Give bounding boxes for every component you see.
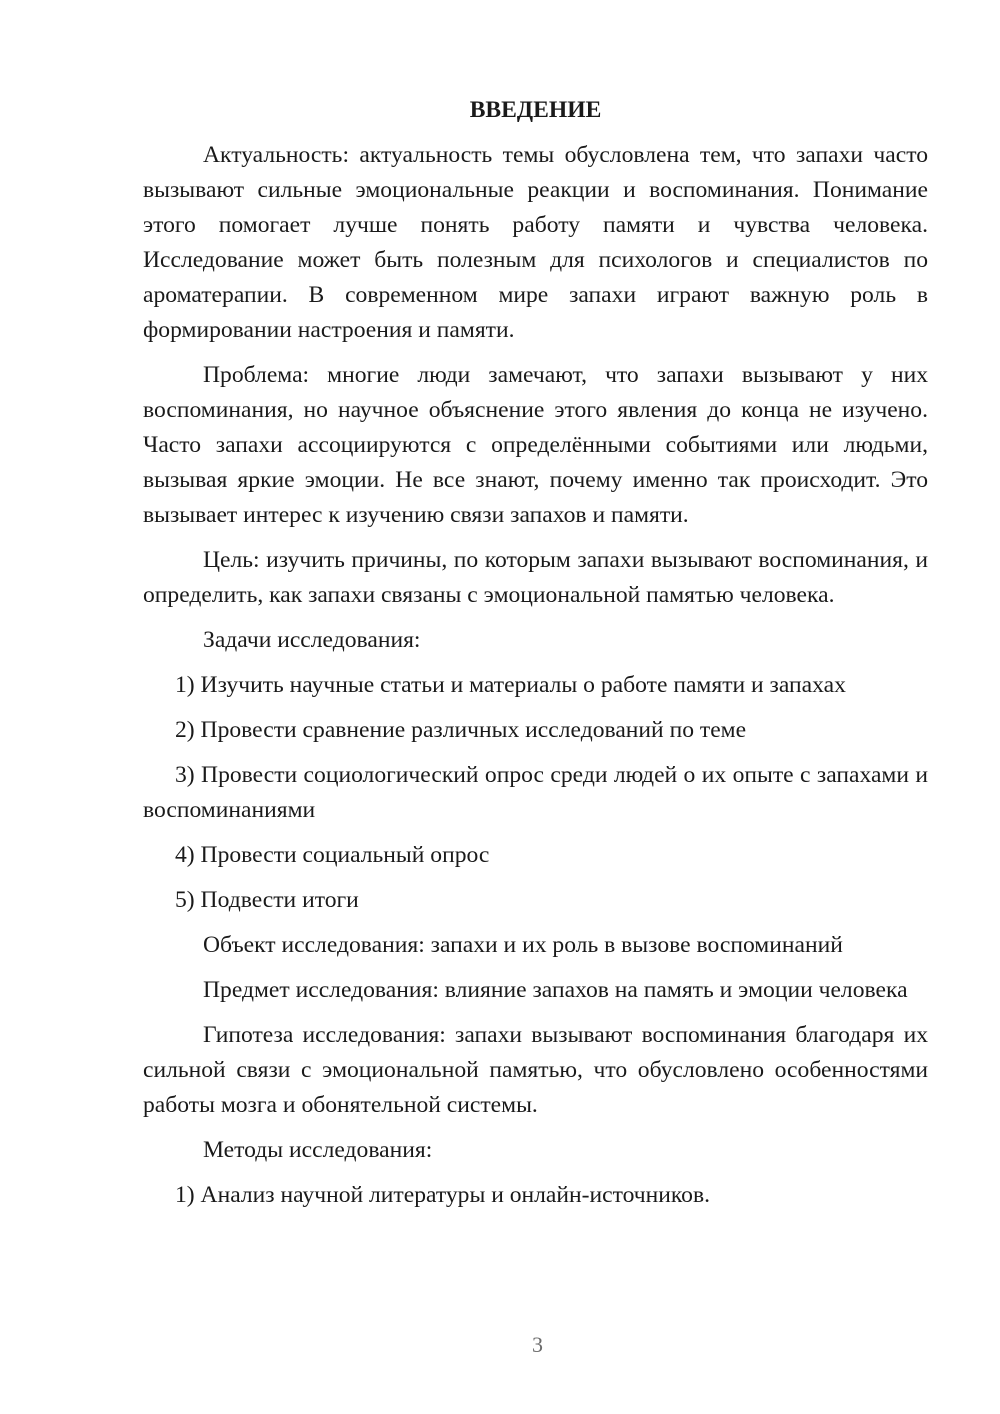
task-item-1: 1) Изучить научные статьи и материалы о работе памяти и запахах (175, 672, 846, 698)
relevance-paragraph: Актуальность: актуальность темы обусловлена тем, что запахи часто вызывают сильные эмоциональные реакции и воспоминания. Понимание этого помогает лучше понять работу памяти и чувства человека. Исследование может быть полезным для психологов и специалистов по ароматерапии. В современном мире запахи играют важную роль в формировании настроения и памяти. (143, 142, 928, 343)
goal-paragraph: Цель: изучить причины, по которым запахи вызывают воспоминания, и определить, как запахи связаны с эмоциональной памятью человека. (143, 547, 928, 608)
page-number: 3 (532, 1332, 543, 1357)
subject-paragraph: Предмет исследования: влияние запахов на память и эмоции человека (203, 977, 908, 1003)
document-body (143, 93, 928, 1223)
task-item-2: 2) Провести сравнение различных исследований по теме (175, 717, 747, 743)
tasks-heading: Задачи исследования: (203, 627, 421, 653)
problem-paragraph: Проблема: многие люди замечают, что запахи вызывают у них воспоминания, но научное объяснение этого явления до конца не изучено. Часто запахи ассоциируются с определёнными событиями или людьми, вызывая яркие эмоции. Не все знают, почему именно так происходит. Это вызывает интерес к изучению связи запахов и памяти. (143, 362, 928, 528)
hypothesis-paragraph: Гипотеза исследования: запахи вызывают воспоминания благодаря их сильной связи с эмоциональной памятью, что обусловлено особенностями работы мозга и обонятельной системы. (143, 1022, 928, 1118)
task-item-4: 4) Провести социальный опрос (175, 842, 490, 868)
task-item-3: 3) Провести социологический опрос среди людей о их опыте с запахами и воспоминаниями (143, 762, 928, 823)
method-item-1: 1) Анализ научной литературы и онлайн-источников. (175, 1182, 711, 1208)
page-title: ВВЕДЕНИЕ (469, 97, 602, 123)
methods-heading: Методы исследования: (203, 1137, 433, 1163)
object-paragraph: Объект исследования: запахи и их роль в вызове воспоминаний (203, 932, 843, 958)
task-item-5: 5) Подвести итоги (175, 887, 359, 913)
